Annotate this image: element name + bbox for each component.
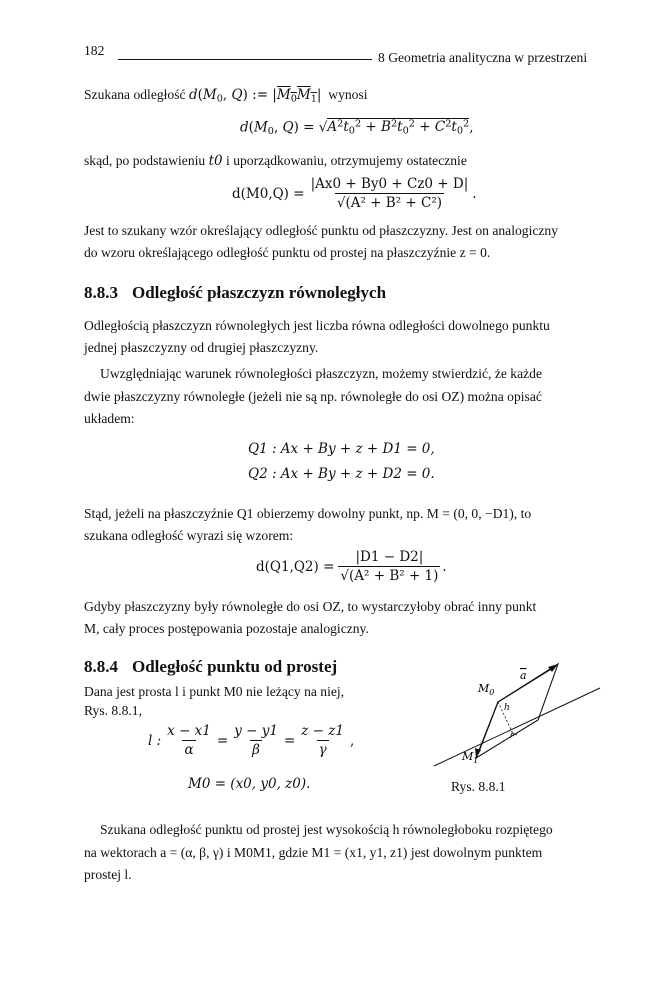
equation-4: l : $\frac{x - x1}{\alpha}$ = $\frac{y - y1}{\beta}$ = $\frac{z - z1}{\gamma}$ , bbox=[148, 723, 355, 758]
eq3-lhs: d(Q1,Q2) = bbox=[256, 558, 335, 575]
p2-before: skąd, po podstawieniu bbox=[84, 153, 206, 168]
section-title: Odległość punktu od prostej bbox=[132, 657, 338, 676]
eq2-fraction bbox=[309, 176, 471, 211]
eq3-denominator: √(A² + B² + 1) bbox=[340, 568, 439, 584]
eq2-lhs: d(M0,Q) = bbox=[232, 185, 305, 202]
eq3-numerator: |D1 − D2| bbox=[355, 549, 424, 565]
paragraph-6-line-2: szukana odległość wyrazi się wzorem: bbox=[84, 528, 294, 543]
paragraph-6-line-1: Stąd, jeżeli na płaszczyźnie Q1 obierzemy dowolny punkt, np. M = (0, 0, −D1), to bbox=[84, 506, 532, 521]
section-title: Odległość płaszczyzn równoległych bbox=[132, 283, 387, 302]
paragraph-9-line-3: prostej l. bbox=[84, 867, 132, 882]
eq4-fraction-2 bbox=[232, 723, 280, 758]
p1-after: wynosi bbox=[328, 87, 368, 102]
eq2-numerator: |Ax0 + By0 + Cz0 + D| bbox=[310, 176, 469, 192]
paragraph-1 bbox=[84, 87, 368, 104]
eq4-fraction-3 bbox=[299, 723, 346, 758]
paragraph-3-line-1: Jest to szukany wzór określający odległość punktu od płaszczyzny. Jest on analogiczny bbox=[84, 223, 559, 238]
paragraph-8-line-2: Rys. 8.8.1, bbox=[84, 703, 142, 718]
label-h: h bbox=[504, 703, 510, 713]
equation-1: $d(M_0$, $Q) = √A^2t_0^2 + B^2t_0^2 + C^2t_0^2$, bbox=[240, 119, 474, 137]
paragraph-9-line-1: Szukana odległość punktu od prostej jest wysokością h równoległoboku rozpiętego bbox=[100, 822, 553, 837]
eq4-fraction-1 bbox=[165, 723, 213, 758]
section-number: 8.8.3 bbox=[84, 283, 118, 302]
eq3-fraction bbox=[338, 549, 440, 584]
eq4-lhs: l : bbox=[148, 732, 162, 749]
equation-2: d(M0,Q) = $\frac{|Ax0 + By0 + Cz0 + D|}{\text{√(A² + B² + C²)}}$ . bbox=[232, 176, 477, 211]
p1-expression-render: $d(M_0$, Q) := $|M_0M_1|$ bbox=[188, 87, 322, 105]
label-a: a bbox=[520, 669, 527, 682]
section-number: 8.8.4 bbox=[84, 657, 118, 676]
eq4-f1-num: x − x1 bbox=[167, 723, 211, 739]
page-number: 182 bbox=[84, 43, 105, 58]
eq4-f3-den: γ bbox=[318, 742, 327, 758]
paragraph-2 bbox=[84, 153, 467, 169]
p1-before: Szukana odległość bbox=[84, 87, 186, 102]
eq2-denominator: √(A² + B² + C²) bbox=[336, 195, 443, 211]
line-l bbox=[434, 688, 600, 766]
section-heading-8-8-3 bbox=[84, 283, 386, 303]
vector-a bbox=[498, 666, 556, 702]
paragraph-3-line-2: do wzoru określającego odległość punktu od prostej na płaszczyźnie z = 0. bbox=[84, 245, 491, 260]
eq4-f3-num: z − z1 bbox=[301, 723, 344, 739]
p2-var: t0 bbox=[208, 153, 223, 169]
equation-5: M0 = (x0, y0, z0). bbox=[188, 776, 311, 792]
system-equation-2: Q2 : Ax + By + z + D2 = 0. bbox=[248, 466, 435, 482]
parallelogram bbox=[476, 664, 558, 758]
label-m0: $M_0$ bbox=[478, 682, 495, 697]
equation-3: d(Q1,Q2) = $\frac{|D1 - D2|}{\text{√(A² + B² + 1)}}$ . bbox=[256, 549, 447, 584]
eq4-f2-den: β bbox=[252, 742, 260, 758]
label-m1: $M_1$ bbox=[462, 750, 479, 765]
paragraph-5-line-2: dwie płaszczyzny równoległe (jeżeli nie są np. równoległe do osi OZ) można opisać bbox=[84, 389, 542, 404]
eq4-f1-den: α bbox=[184, 742, 194, 758]
paragraph-4-line-2: jednej płaszczyzny od drugiej płaszczyzny. bbox=[84, 340, 319, 355]
section-heading-8-8-4 bbox=[84, 657, 337, 677]
figure-caption: Rys. 8.8.1 bbox=[451, 779, 506, 794]
paragraph-7-line-2: M, cały proces postępowania pozostaje analogiczny. bbox=[84, 621, 369, 636]
header-rule bbox=[118, 59, 372, 60]
paragraph-4-line-1: Odległością płaszczyzn równoległych jest liczba równa odległości dowolnego punktu bbox=[84, 318, 550, 333]
chapter-title: 8 Geometria analityczna w przestrzeni bbox=[378, 50, 588, 65]
paragraph-5-line-3: układem: bbox=[84, 411, 135, 426]
system-equation-1: Q1 : Ax + By + z + D1 = 0, bbox=[248, 441, 435, 457]
eq4-f2-num: y − y1 bbox=[234, 723, 278, 739]
paragraph-5-line-1: Uwzględniając warunek równoległości płaszczyzn, możemy stwierdzić, że każde bbox=[100, 366, 542, 381]
paragraph-8-line-1: Dana jest prosta l i punkt M0 nie leżący na niej, bbox=[84, 684, 345, 699]
paragraph-9-line-2: na wektorach a = (α, β, γ) i M0M1, gdzie M1 = (x1, y1, z1) jest dowolnym punktem bbox=[84, 845, 543, 860]
p2-after: i uporządkowaniu, otrzymujemy ostatecznie bbox=[226, 153, 467, 168]
figure-parallelogram bbox=[430, 660, 606, 770]
paragraph-7-line-1: Gdyby płaszczyzny były równoległe do osi OZ, to wystarczyłoby obrać inny punkt bbox=[84, 599, 537, 614]
